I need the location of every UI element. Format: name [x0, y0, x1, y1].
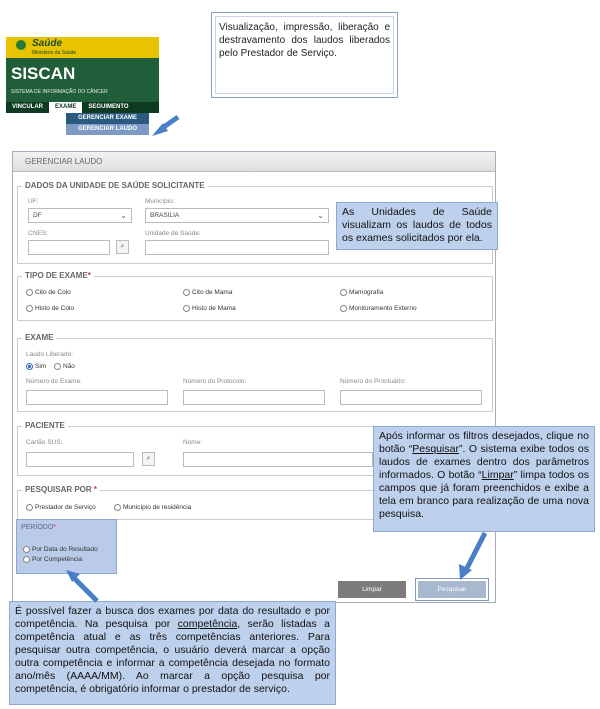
- numero-exame-input[interactable]: [26, 390, 168, 405]
- menu-gerenciar-laudo[interactable]: GERENCIAR LAUDO: [66, 124, 149, 135]
- unidade-label: Unidade de Saúde:: [145, 230, 201, 237]
- numero-prontuario-label: Número do Prontuário:: [340, 378, 406, 385]
- numero-prontuario-input[interactable]: [340, 390, 482, 405]
- unidade-input[interactable]: [145, 240, 329, 255]
- search-icon[interactable]: ⌕: [116, 240, 129, 254]
- cnes-label: CNES:: [28, 230, 48, 237]
- radio-municipio[interactable]: Município de residência: [114, 504, 191, 511]
- main-nav: [6, 102, 159, 113]
- municipio-value: BRASILIA: [150, 212, 180, 219]
- saude-banner: [6, 37, 159, 58]
- radio-cito-mama[interactable]: Cito de Mama: [183, 289, 232, 296]
- nome-input[interactable]: [183, 452, 373, 467]
- panel-title: GERENCIAR LAUDO: [13, 152, 495, 172]
- fieldset-exame: [17, 333, 493, 412]
- municipio-label: Município:: [145, 198, 175, 205]
- municipio-select[interactable]: [145, 208, 329, 223]
- brazil-flag-icon: [16, 40, 26, 50]
- periodo-highlight: [16, 519, 117, 574]
- callout-unidades-text: As Unidades de Saúde visualizam os laudos de todos os exames solicitados por ela.: [342, 206, 492, 244]
- numero-protocolo-label: Número do Protocolo:: [183, 378, 247, 385]
- ministerio-label: Ministério da Saúde: [32, 50, 77, 56]
- search-icon[interactable]: ⌕: [142, 452, 155, 466]
- periodo-legend: PERÍODO*: [21, 524, 57, 531]
- chevron-down-icon: ⌄: [317, 211, 324, 220]
- uf-select[interactable]: [28, 208, 132, 223]
- exame-legend: EXAME: [22, 333, 56, 343]
- paciente-legend: PACIENTE: [22, 421, 68, 431]
- radio-data-resultado[interactable]: Por Data do Resultado: [23, 546, 98, 553]
- top-callout-text: Visualização, impressão, liberação e destravamento dos laudos liberados pelo Prestador de Serviço.: [219, 22, 390, 59]
- radio-competencia[interactable]: Por Competência: [23, 556, 82, 563]
- radio-histo-mama[interactable]: Histo de Mama: [183, 305, 236, 312]
- tipo-exame-legend: TIPO DE EXAME*: [22, 271, 94, 281]
- limpar-link-text: Limpar: [481, 469, 514, 481]
- callout-unidades: [336, 202, 498, 250]
- top-callout: [211, 12, 398, 98]
- radio-mamografia[interactable]: Mamografia: [340, 289, 383, 296]
- unidade-legend: DADOS DA UNIDADE DE SAÚDE SOLICITANTE: [22, 181, 208, 191]
- uf-value: DF: [33, 212, 42, 219]
- pesquisar-por-legend: PESQUISAR POR *: [22, 485, 100, 495]
- menu-gerenciar-exame[interactable]: GERENCIAR EXAME: [77, 115, 137, 121]
- siscan-subtitle: SISTEMA DE INFORMAÇÃO DO CÂNCER: [11, 89, 108, 95]
- radio-histo-colo[interactable]: Histo de Colo: [26, 305, 74, 312]
- pesquisar-button[interactable]: Pesquisar: [418, 581, 486, 598]
- nav-vincular[interactable]: VINCULAR: [12, 104, 43, 110]
- numero-protocolo-input[interactable]: [183, 390, 325, 405]
- competencia-link-text: competência: [177, 618, 238, 630]
- siscan-title: SISCAN: [11, 64, 76, 83]
- callout-filtros: Após informar os filtros desejados, clique no botão “Pesquisar”. O sistema exibe todos os laudos de exames dentro dos parâmetros informados. O botão “Limpar” limpa todos os campos que já foram preenchidos e exibe a tela em branco para realização de uma nova pesquisa.: [373, 426, 595, 532]
- radio-sim[interactable]: Sim: [26, 363, 46, 370]
- pesquisar-link-text: Pesquisar: [412, 443, 459, 455]
- saude-label: Saúde: [32, 38, 63, 49]
- nav-seguimento[interactable]: SEGUIMENTO: [88, 104, 129, 110]
- cartao-sus-label: Cartão SUS:: [26, 439, 63, 446]
- callout-periodo: É possível fazer a busca dos exames por data do resultado e por competência. Na pesquisa por competência, serão listadas a competência atual e as três competências anteriores. Para pesquisar outra competência, o usuário deverá marcar a opção outra competência e informar a competência desejada no formato ano/mês (AAAA/MM). Ao marcar a opção pesquisa por competência, é obrigatório informar o prestador de serviço.: [9, 601, 336, 705]
- exame-dropdown: [66, 113, 149, 135]
- nome-label: Nome:: [183, 439, 203, 446]
- radio-monitoramento[interactable]: Monitoramento Externo: [340, 305, 417, 312]
- cnes-input[interactable]: [28, 240, 110, 255]
- numero-exame-label: Número do Exame:: [26, 378, 82, 385]
- uf-label: UF:: [28, 198, 39, 205]
- nav-exame[interactable]: EXAME: [49, 102, 82, 113]
- cartao-sus-input[interactable]: [26, 452, 134, 467]
- siscan-logo: [6, 37, 159, 135]
- siscan-banner: [6, 58, 159, 102]
- laudo-liberado-label: Laudo Liberado:: [26, 351, 73, 358]
- chevron-down-icon: ⌄: [120, 211, 127, 220]
- radio-cito-colo[interactable]: Cito de Colo: [26, 289, 71, 296]
- limpar-button[interactable]: Limpar: [338, 581, 406, 598]
- tipo-exame-legend-text: TIPO DE EXAME: [25, 271, 88, 280]
- radio-prestador[interactable]: Prestador de Serviço: [26, 504, 96, 511]
- radio-nao[interactable]: Não: [54, 363, 75, 370]
- fieldset-tipo-exame: [17, 271, 493, 321]
- pesquisar-por-legend-text: PESQUISAR POR: [25, 485, 92, 494]
